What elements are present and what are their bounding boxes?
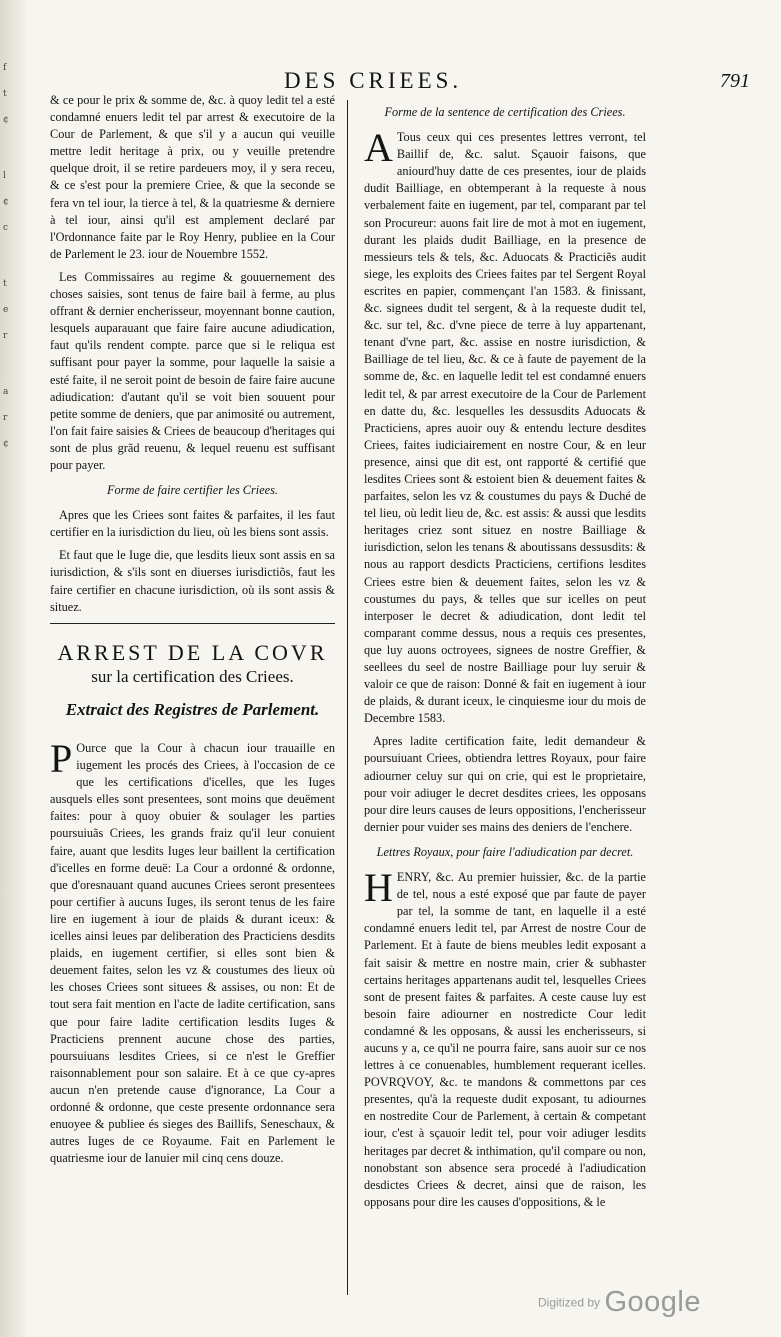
binding-gutter [0, 0, 26, 1337]
gutter-mark: r [3, 413, 8, 423]
paragraph: & ce pour le prix & somme de, &c. à quoy ledit tel a esté condamné enuers ledit tel par arrest & executoire de la Cour de Parlement, & que s'il y a aucun qui veuille mettre ledit heritage à prix, ou y veuille pretendre quelque droit, il se retire pardeuers moy, il y sera receu, & ce s'est pour la premiere Criee, & que la seconde se fera vn tel iour, la tierce à tel, & la quatriesme & derniere à tel iour, ainsi qu'il est amplement declaré par l'Ordonnance faite par le Roy Henry, publiee en la Cour de Parlement le 23. iour de Nouembre 1552. [50, 93, 335, 261]
paragraph: Apres ladite certification faite, ledit demandeur & poursuiuant Criees, obtiendra lettres Royaux, pour faire adiourner celuy sur qui on crie, qui est le proprietaire, pour voir adiuger le decret desdites criees, les opposans pour dire leurs causes de leurs oppositions, l'encherisseur dernier pour vuider ses mains des deniers de l'enchere. [364, 734, 646, 834]
google-logo: Google [604, 1286, 701, 1318]
paragraph: Et faut que le Iuge die, que lesdits lieux sont assis en sa iurisdiction, & s'ils sont en diuerses iurisdictiõs, faut les faire certifier en chacune iurisdiction, où ils sont assis & situez. [50, 548, 335, 614]
arrest-heading [50, 640, 335, 730]
arrest-subtitle: sur la certification des Criees. [91, 667, 294, 686]
gutter-mark: a [3, 387, 9, 397]
arrest-body [50, 736, 335, 1167]
arrest-title: ARREST DE LA COVR [57, 640, 328, 665]
paragraph: Apres que les Criees sont faites & parfaites, il les faut certifier en la iurisdiction du lieu, où les biens sont assis. [50, 508, 335, 540]
gutter-mark: c [3, 223, 9, 233]
gutter-mark: f [3, 63, 7, 73]
column-divider [347, 100, 348, 1295]
gutter-mark: l [3, 171, 6, 181]
section-rubric: Lettres Royaux, pour faire l'adiudication par decret. [376, 844, 634, 859]
running-head: DES CRIEES. [284, 68, 463, 93]
page-number: 791 [720, 70, 750, 92]
gutter-marks [3, 60, 21, 492]
digitized-watermark [538, 1286, 701, 1319]
gutter-mark: ¢ [3, 439, 9, 449]
left-column [50, 92, 335, 616]
digitized-label: Digitized by [538, 1295, 601, 1310]
paragraph: ENRY, &c. Au premier huissier, &c. de la partie de tel, nous a esté exposé que par faute de payer par tel, la somme de tant, en laquelle il a esté condamné enuers ledit tel, par Arrest de nostre Cour de Parlement. Et à faute de biens meubles ledit exposant a fait saisir & mettre en nostre main, crier & subhaster certains heritages appartenans audit tel, lesquelles Criees sont de present faites & parfaites. A ceste cause luy est besoin faire adiourner en nostredicte Cour ledit condamné & les opposans, & aussi les encherisseurs, si aucuns y a, ce qu'il ne pourra faire, sans auoir sur ce nos lettres à ce conuenables, humblement requerant icelles. POVRQVOY, &c. te mandons & commettons par ces presentes, qu'à la requeste dudit exposant, tu adiournes en nostredite Cour de Parlement, à certain & competant iour, c'est à sçauoir ledit tel, pour voir adiuger lesdits heritages par decret & inthimation, qu'il compare ou non, nonobstant son absence sera procedé à l'adiudication desdictes Criees & decret, ainsi que de raison, les opposans pour dire les causes d'oppositions, & le [364, 870, 646, 1209]
paragraph: Tous ceux qui ces presentes lettres verront, tel Baillif de, &c. salut. Sçauoir faisons, que aniourd'huy datte de ces presentes, iour de plaids dudit Bailliage, en obtemperant à la requeste à nous verbalement faite en iugement, par tel, comparant par tel son Procureur: auons fait lire de mot à mot en iugement, durant les plaids dudit Bailliage, en la presence de messieurs tels & tels, &c. Aduocats & Practiciẽs audit siege, les exploits des Criees faites par tel Sergent Royal escrites en papier, commençant l'an 1583. & finissant, &c. signees dudit tel sergent, & à la requeste dudit tel, &c. sur tel, &c. d'vne piece de terre à luy appartenant, tenant d'vne part, &c. assise en nostre iurisdiction, & Bailliage de tel lieu, &c. & ce à faute de payement de la somme de, &c. en laquelle ledit tel est condamné enuers ledit tel, & par arrest executoire de la Cour de Parlement en datte du, &c. lesquelles les dessusdits Aduocats & Practiciens, apres auoir ouy & entendu lecture desdites Criees, faites iudiciairement en nostre Cour, & en leur presence, ainsi que dit est, ont rapporté & certifié que lesdites Criees sont & estoient bien & deuement faites & parfaites, selon les vz & coustumes du pays & Duché de tel lieu, où ledit lieu de, &c. est assis: & aussi que lesdits heritages criez sont situez en nostre Bailliage & iurisdiction, selon les tenans & aboutissans dessusdits: & nous au rapport desdicts Practiciens, certifions lesdites Criees estre bien & deuement faites, selon les vz & coustumes du pays, & telles que sur icelles on peut interposer le decret & adiudication, dont ledit tel comparant comme dessus, nous a requis ces presentes, que luy auons octroyees, signees de nostre Greffier, & seellees du seel de nostre Bailliage pour luy seruir & valoir ce que de raison: Donné & fait en iugement à iour de plaids, & durant iceux, le cinquiesme iour du mois de Decembre 1583. [364, 130, 646, 726]
gutter-mark: ¢ [3, 197, 9, 207]
section-rubric: Forme de la sentence de certification des Criees. [384, 105, 626, 119]
drop-cap: H [364, 865, 393, 911]
gutter-mark: t [3, 89, 7, 99]
right-column [364, 104, 646, 1211]
section-rubric: Forme de faire certifier les Criees. [107, 483, 278, 498]
gutter-mark: r [3, 331, 8, 341]
gutter-mark: ¢ [3, 115, 9, 125]
extract-heading: Extraict des Registres de Parlement. [65, 700, 320, 719]
section-divider [50, 623, 335, 624]
gutter-mark: t [3, 279, 7, 289]
drop-cap: A [364, 125, 393, 171]
gutter-mark: e [3, 305, 9, 315]
paragraph: Ource que la Cour à chacun iour trauaille en iugement les procés des Criees, à l'occasion de ce que les certifications d'icelles, que les Iuges ausquels elles sont presentees, sont moins que deuëment faites: pour à quoy obuier & soulager les parties poursuiuãs Criees, les grands fraiz qu'il leur conuient faire, auant que lesdits Iuges leur baillent la certification d'icelles en forme deuë: La Cour a ordonné & ordonne, que d'oresnauant quand aucunes Criees seront presentees pour certifier à aucuns Iuges, ils seront tenus de les faire lire en iugement à iour de plaids & durant iceux: & icelles ainsi leues par deliberation des Practiciens desdits plaids, en iugement certifier, si elles sont bien & deuement faites, selon les vz & coustumes des lieux où les choses Criees sont situees & assises, ou non: Et de tout sera fait mention en l'acte de ladite certification, sans que pour faire ladite certification lesdits Iuges & Practiciens prennent aucune chose des parties, poursuiuans lesdites Criees, si ce n'est le Greffier raisonnablement pour son salaire. Et à ce que cy-apres aucun n'en pretende cause d'ignorance, La Cour a ordonné & ordonne, que ceste presente ordonnance sera enuoyee & publiee és sieges des Baillifs, Seneschaux, & autres Iuges de ce Royaume. Fait en Parlement le quatriesme iour de Ianuier mil cinq cens douze. [50, 741, 335, 1166]
drop-cap: P [50, 736, 73, 781]
paragraph: Les Commissaires au regime & gouuernement des choses saisies, sont tenus de faire bail à ferme, au plus offrant & dernier encherisseur, moyennant bonne caution, lesquels auparauant que faire faire aucune adiudication, faut qu'ils rendent compte. parce que si le reliqua est suffisant pour payer la somme, pour laquelle la saisie a esté faite, il ne seroit point de besoin de faire faire aucune adiudication: d'autant qu'il se voit bien souuent pour petite somme de deniers, que par animosité ou autrement, l'on fait faire saisies & Criees de beaucoup d'heritages qui sont de plus grãd reuenu, & lequel reuenu est suffisant pour payer. [50, 269, 335, 472]
